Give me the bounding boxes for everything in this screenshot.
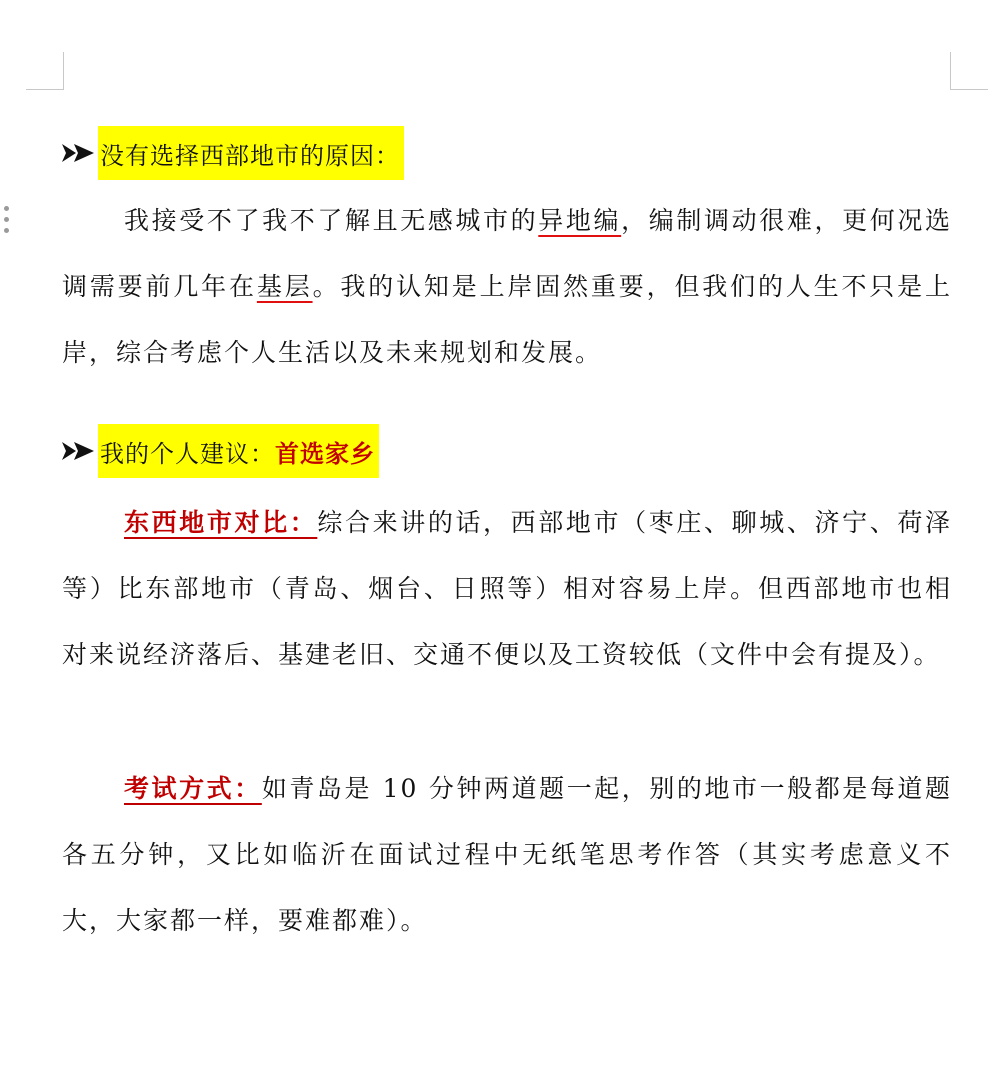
- paragraph-text: 综合来讲的话，西部地市（枣庄、聊城、济宁、荷泽等）比东部地市（青岛、烟台、日照等）相对容易上岸。但西部地市也相对来说经济落后、基建老旧、交通不便以及工资较低（文件中会有提及）。: [62, 508, 952, 669]
- heading-text: 我的个人建议：: [100, 439, 275, 468]
- section-heading-reasons: [62, 126, 404, 180]
- paragraph-label: 东西地市对比：: [124, 508, 318, 537]
- paragraph-reasons: [62, 188, 952, 386]
- paragraph-text: 我接受不了我不了解且无感城市的: [124, 206, 539, 235]
- paragraph-text: 如青岛是 10 分钟两道题一起，别的地市一般都是每道题各五分钟，又比如临沂在面试过程中无纸笔思考作答（其实考虑意义不大，大家都一样，要难都难）。: [62, 774, 952, 935]
- heading-text: 没有选择西部地市的原因：: [100, 141, 400, 170]
- double-arrow-bullet-icon: [62, 440, 96, 462]
- heading-highlight: [98, 424, 379, 478]
- paragraph-text: 。我的认知是上岸固然重要，但我们的人生不只是上岸，综合考虑个人生活以及未来规划和发展。: [62, 272, 952, 367]
- double-arrow-bullet-icon: [62, 142, 96, 164]
- underlined-term: 基层: [256, 272, 313, 301]
- paragraph-exam-format: [62, 756, 952, 954]
- drag-handle-icon[interactable]: [4, 206, 10, 238]
- paragraph-label: 考试方式：: [124, 774, 262, 803]
- paragraph-comparison: [62, 490, 952, 688]
- heading-emphasis: 首选家乡: [275, 438, 375, 468]
- underlined-term: 异地编: [538, 206, 622, 235]
- heading-highlight: [98, 126, 404, 180]
- page-corner-mark-top-left: [26, 52, 64, 90]
- paragraph-text: ，编制调动很难，更何况选调需要前几年在: [62, 206, 952, 301]
- section-heading-advice: [62, 424, 379, 478]
- page-corner-mark-top-right: [950, 52, 988, 90]
